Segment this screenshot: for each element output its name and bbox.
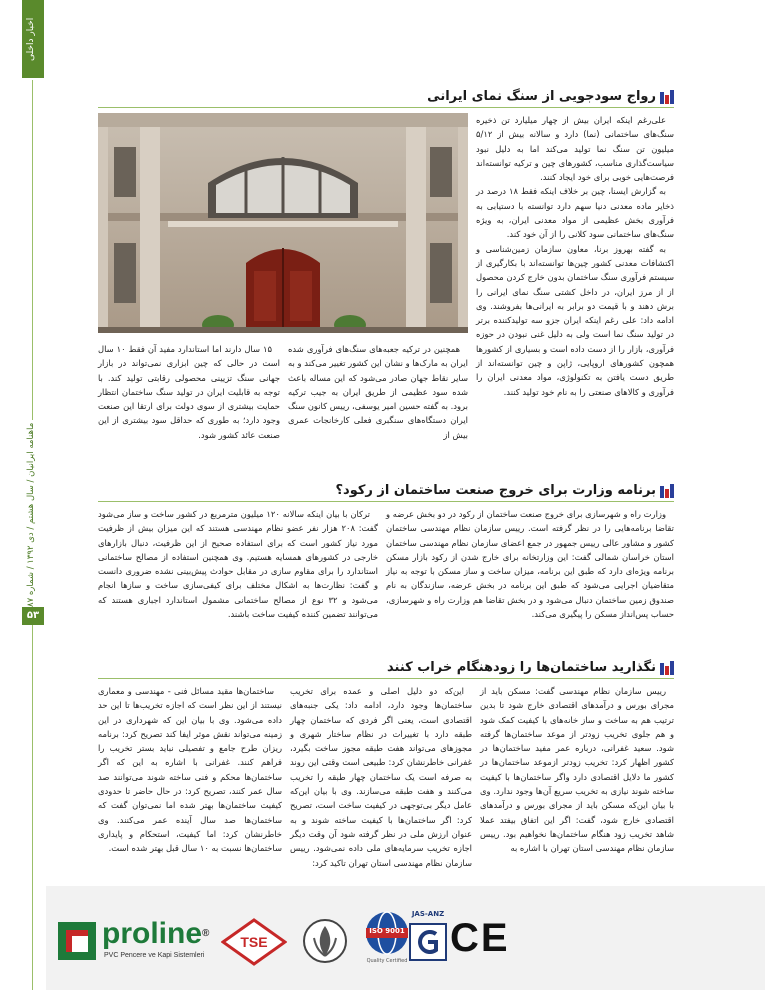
article2-paragraph: وزارت راه و شهرسازی برای خروج صنعت ساختمان از رکود در دو بخش عرضه و تقاضا برنامه‌هایی را در نظر گرفته است. رییس سازمان نظام مهندسی ساختمان کشور و مشاور عالی رییس جمهور در جمع اعضای سازمان نظام مهندسی ساختمان استان خراسان شمالی گفت: این وزارتخانه برای خارج شدن از رکود بازار مسکن برنامه ویژه‌ای دارد که طبق این برنامه، میزان ساخت و ساز مسکن با توجه به نیاز متقاضیان اجرایی می‌شود که طبق این برنامه در بخش عرضه، سازندگان به نام صندوق زمین ساختمان دنبال می‌شود و در بخش تقاضا هم وزارت راه و شهرسازی، حساب پس‌انداز مسکن را پیگیری می‌کند. <box>386 509 674 620</box>
bar-chart-icon <box>660 90 674 104</box>
facade-illustration <box>98 113 468 333</box>
jas-anz-logo <box>408 910 448 970</box>
article1-column-left <box>98 342 280 442</box>
bar-chart-icon <box>660 661 674 675</box>
section-tab-label: اخبار داخلی <box>26 17 36 61</box>
standard-emblem-icon <box>302 918 348 964</box>
proline-mark-icon <box>58 922 96 960</box>
bar-chart-icon <box>660 484 674 498</box>
proline-registered-mark: ® <box>202 928 210 939</box>
article3-column-2 <box>290 684 472 882</box>
footer-ad-banner <box>46 886 765 990</box>
section-tab <box>22 0 44 78</box>
article3-paragraph: ساختمان‌ها مقید مسائل فنی - مهندسی و معماری نیستند از این نظر است که اجازه تخریب‌ها تا این حد داده می‌شود. وی با بیان این که شهرداری در این زمینه می‌تواند نقش موثر ایفا کند تصریح کرد: برنامه ریزان طرح جامع و تفصیلی نباید بستر تخریب را فراهم کنند. غفرانی با اشاره به این که اگر ساختمان‌ها محکم و فنی ساخته شوند می‌توانند صد سال عمر کنند، تصریح کرد: در حال حاضر تا حدودی کیفیت ساختمان‌ها بهتر شده اما نمی‌توان گفت که ساختمان‌ها صد سال آینده عمر می‌کنند. وی خاطرنشان کرد: اما کیفیت، استحکام و پایداری ساختمان‌ها نسبت به ۱۰ سال قبل بهتر شده است. <box>98 686 282 854</box>
article1-paragraph: به گفته بهروز برنا، معاون سازمان زمین‌شناسی و اکتشافات معدنی کشور چین‌ها توانسته‌اند با بکارگیری از سیستم فرآوری سنگ ساختمان بدون خارج کردن محصول از از مرز ایران، در داخل کشتی سنگ نمای ایرانی را برش دهند و با قیمت دو برابر به ایرانی‌ها بفروشند. وی ادامه داد: علی رغم اینکه ایران جزو سه تولیدکننده برتر در تولید سنگ نما است ولی به دلیل غنی نبودن در حوزه فرآوری، بازار را از دست داده است و بسیاری از کشورها همچون کشورهای اروپایی، ژاپن و چین توانسته‌اند از طریق دست یافتن به تکنولوژی، مواد معدنی ایران را فرآوری و کالاهای صنعتی را به نام خود تولید کنند. <box>476 243 674 397</box>
article2-heading <box>98 480 674 502</box>
article3-column-3 <box>98 684 282 882</box>
article1-paragraph: علی‌رغم اینکه ایران بیش از چهار میلیارد تن ذخیره سنگ‌های ساختمانی (نما) دارد و سالانه بیش از ۵/۱۲ میلیون تن سنگ نما تولید می‌کند اما به دلیل نبود سیاست‌گذاری مناسب، کشورهای چین و ترکیه توانسته‌اند فرصت‌هایی خوبی برای خود ایجاد کنند. <box>476 115 674 183</box>
article3-title: نگذارید ساختمان‌ها را زودهنگام خراب کنند <box>387 660 656 675</box>
proline-name: proline <box>102 917 203 950</box>
jas-anz-label: JAS-ANZ <box>411 910 445 918</box>
article1-paragraph: همچنین در ترکیه جعبه‌های سنگ‌های فرآوری شده ایران به مارک‌ها و نشان این کشور تغییر می‌کند و به سایر نقاط جهان صادر می‌شود که این مساله باعث شده سود عظیمی از طریق ایران به جیب ترکیه برود. به گفته حسین امیر یوسفی، رییس کانون سنگ ایران دستگاه‌های سنگبری فعلی کارخانجات عمری بیش از <box>288 344 468 440</box>
article2-title: برنامه وزارت برای خروج صنعت ساختمان از رکود؟ <box>335 483 656 498</box>
article1-heading <box>98 86 674 108</box>
article1-title: رواج سودجویی از سنگ نمای ایرانی <box>427 89 656 104</box>
article3-paragraph: این‌که دو دلیل اصلی و عمده برای تخریب ساختمان‌ها وجود دارد، ادامه داد: یکی جنبه‌های اقتصادی است، یعنی اگر فردی که ساختمان چهار طبقه دارد با تغییرات در نظام ساختار شهری و مجوزهای می‌تواند هفت طبقه مجوز ساخت بگیرد، غفرانی خاطرنشان کرد: طبیعی است وقتی این روند به صرفه است یک ساختمان چهار طبقه را تخریب می‌کنند و هفت طبقه می‌سازند. وی با بیان این‌که عامل دیگر بی‌توجهی در کیفیت ساخت است، تصریح کرد: اگر ساختمان‌ها با کیفیت ساخته شوند و به عنوان ارزش ملی در نظر گرفته شود آن وقت دیگر اجازه تخریب سرمایه‌های ملی داده نمی‌شود. رییس سازمان نظام مهندسی استان تهران تاکید کرد: <box>290 686 472 868</box>
iso-label: ISO 9001 <box>369 927 405 935</box>
article1-column-middle <box>288 342 468 442</box>
iso-sub-label: Quality Certified <box>366 958 408 964</box>
article1-column-right <box>476 113 674 443</box>
running-head: ماهنامه ایرانیان / سال هشتم / دی ۱۳۹۲ / شماره ۸۷ <box>26 420 40 610</box>
ce-mark: CE <box>450 916 510 960</box>
proline-tagline: PVC Pencere ve Kapi Sistemleri <box>104 952 205 959</box>
page-number: ۵۳ <box>22 607 44 625</box>
article2-paragraph: ترکان با بیان اینکه سالانه ۱۲۰ میلیون مترمربع در کشور ساخت و ساز می‌شود گفت: ۲۰۸ هزار نفر عضو نظام مهندسی هستند که این میزان بیش از ظرفیت مورد نیاز کشور است که برای استفاده صحیح از این ظرفیت، دنبال بازارهای خارجی در کشورهای همسایه هستیم. وی همچنین استفاده از مصالح ساختمانی استاندارد را برای مقاوم سازی در مقابل حوادث پیش‌بینی نشده ضروری دانست و گفت: نظارت‌ها به اشکال مختلف برای کیفی‌سازی ساخت و سازها انجام می‌شود و ۳۲ نوع از مصالح ساختمانی مشمول استاندارد اجباری هستند که می‌توانند تضمین کننده کیفیت ساخت باشند. <box>98 509 379 620</box>
article1-paragraph: ۱۵ سال دارند اما استاندارد مفید آن فقط ۱۰ سال است در حالی که چین ابزاری نمی‌تواند در بازار جهانی سنگ تزیینی محصولی رقابتی تولید کند. با توجه به قابلیت ایران در تولید سنگ ساختمان انتظار حمایت بیشتری از سوی دولت برای ارتقا این صنعت وجود دارد؛ به طوری که حداقل سود بیشتری از این صنعت عائد کشور شود. <box>98 344 280 440</box>
jas-anz-mark-icon <box>408 922 448 962</box>
article2-column-left <box>98 507 378 625</box>
iso-logo <box>364 910 410 970</box>
tse-label: TSE <box>240 934 268 950</box>
proline-logo <box>58 914 228 970</box>
article2-column-right <box>386 507 674 625</box>
building-facade-photo <box>98 113 468 333</box>
article3-paragraph: رییس سازمان نظام مهندسی گفت: مسکن باید از مجرای بورس و درآمدهای اقتصادی خارج شود تا بدین ترتیب هم به ساخت و ساز خانه‌های با کیفیت کمک شود و هم جلوی تخریب زودتر از موعد ساختمان‌ها گرفته شود. سعید غفرانی، درباره عمر مفید ساختمان‌ها در کشور اظهار کرد: تخریب زودتر ازموعد ساختمان‌ها در کشور ما دلایل اقتصادی دارد واگر ساختمان‌ها با کیفیت ساخته شوند نیازی به تخریب سریع آن‌ها وجود ندارد. وی با بیان این‌که مسکن باید از مجرای بورس و درآمدهای اقتصادی خارج شود، گفت: اگر این اتفاق بیفتد عملا شاهد تخریب زود هنگام ساختمان‌ها نخواهیم بود. رییس سازمان نظام مهندسی استان تهران با اشاره به <box>480 686 674 854</box>
sidebar-strip <box>22 0 44 990</box>
tse-logo <box>221 918 287 966</box>
article3-heading <box>98 657 674 679</box>
article1-paragraph: به گزارش ایسنا، چین بر خلاف اینکه فقط ۱۸ درصد در ذخایر ماده معدنی دنیا سهم دارد توانسته با دستیابی به فرآوری بخش عظیمی از مواد معدنی ایران، به ویژه سنگ‌های ساختمانی سود کلانی را از آن خود کند. <box>476 186 674 240</box>
article3-column-1 <box>480 684 674 882</box>
